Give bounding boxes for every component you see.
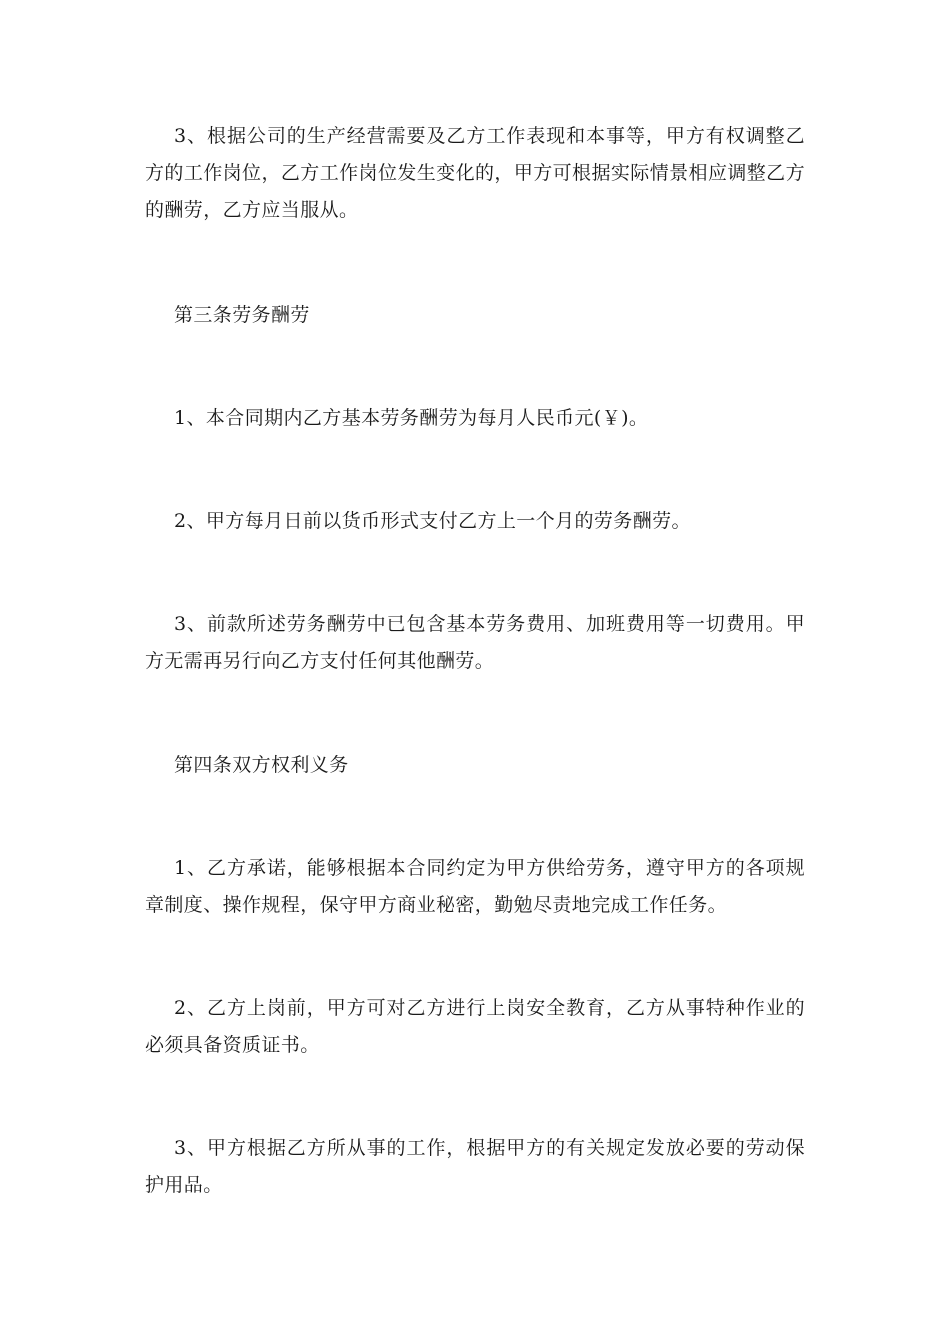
clause-4-item-3: 3、甲方根据乙方所从事的工作，根据甲方的有关规定发放必要的劳动保护用品。 [145, 1137, 805, 1196]
clause-3-item-1: 1、本合同期内乙方基本劳务酬劳为每月人民币元(￥)。 [174, 407, 649, 429]
clause-4-item-2: 2、乙方上岗前，甲方可对乙方进行上岗安全教育，乙方从事特种作业的必须具备资质证书。 [145, 997, 805, 1056]
clause-4-item-1: 1、乙方承诺，能够根据本合同约定为甲方供给劳务，遵守甲方的各项规章制度、操作规程，保守甲方商业秘密，勤勉尽责地完成工作任务。 [145, 857, 805, 916]
article-3-heading: 第三条劳务酬劳 [174, 304, 310, 326]
clause-2-item-3: 3、根据公司的生产经营需要及乙方工作表现和本事等，甲方有权调整乙方的工作岗位，乙方工作岗位发生变化的，甲方可根据实际情景相应调整乙方的酬劳，乙方应当服从。 [145, 125, 805, 221]
clause-3-item-3: 3、前款所述劳务酬劳中已包含基本劳务费用、加班费用等一切费用。甲方无需再另行向乙方支付任何其他酬劳。 [145, 613, 805, 672]
article-4-heading: 第四条双方权利义务 [174, 754, 349, 776]
clause-3-item-2: 2、甲方每月日前以货币形式支付乙方上一个月的劳务酬劳。 [174, 510, 691, 532]
